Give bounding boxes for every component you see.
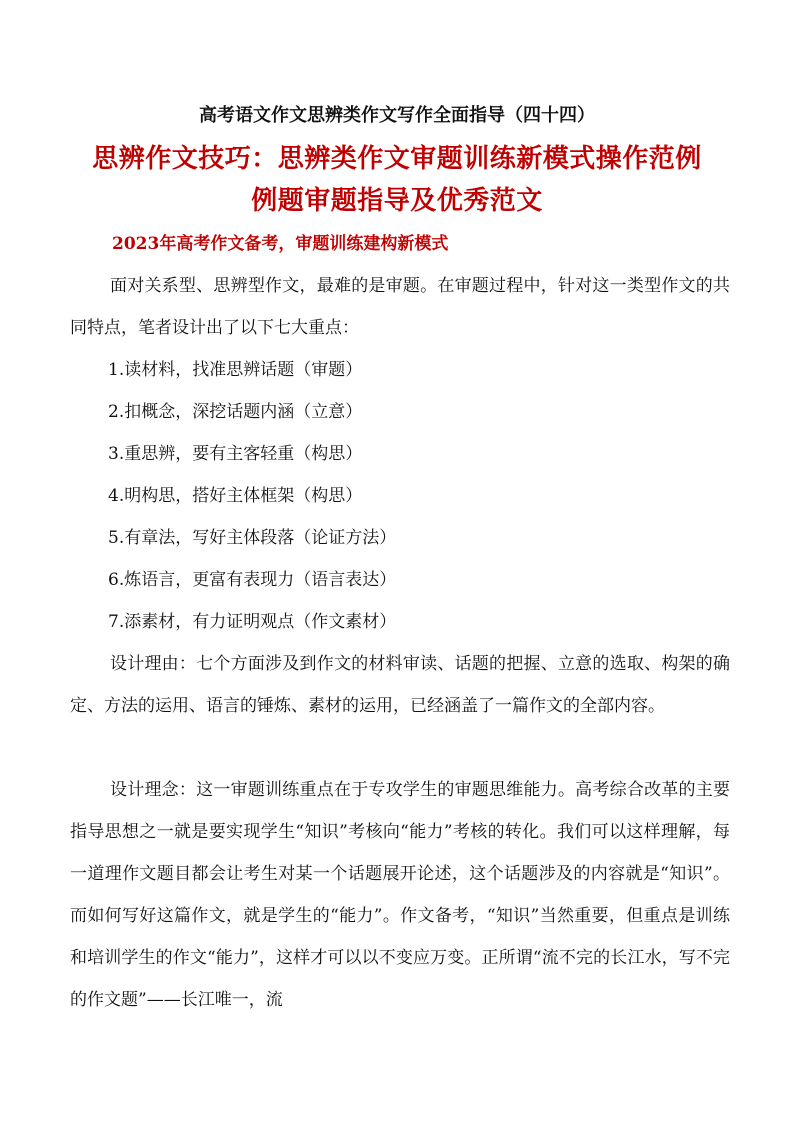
design-concept-paragraph: 设计理念：这一审题训练重点在于专攻学生的审题思维能力。高考综合改革的主要指导思想之一就是要实现学生“知识”考核向“能力”考核的转化。我们可以这样理解，每一道理作文题目都会让考生对某一个话题展开论述，这个话题涉及的内容就是“知识”。而如何写好这篇作文，就是学生的“能力”。作文备考，“知识”当然重要，但重点是训练和培训学生的作文“能力”，这样才可以以不变应万变。正所谓“流不完的长江水，写不完的作文题”——长江唯一，流 <box>70 780 730 1010</box>
document-title-line-2: 例题审题指导及优秀范文 <box>251 186 543 216</box>
list-item: 4.明构思，搭好主体框架（构思） <box>108 486 363 506</box>
document-subtitle: 高考语文作文思辨类作文写作全面指导（四十四） <box>199 105 595 126</box>
list-item: 2.扣概念，深挖话题内涵（立意） <box>108 402 363 422</box>
list-item: 6.炼语言，更富有表现力（语言表达） <box>108 570 397 590</box>
list-item: 7.添素材，有力证明观点（作文素材） <box>108 612 397 632</box>
document-title-line-1: 思辨作文技巧：思辨类作文审题训练新模式操作范例 <box>92 144 702 174</box>
list-item: 5.有章法，写好主体段落（论证方法） <box>108 528 397 548</box>
list-item: 3.重思辨，要有主客轻重（构思） <box>108 444 363 464</box>
section-heading: 2023年高考作文备考，审题训练建构新模式 <box>112 234 449 254</box>
intro-paragraph: 面对关系型、思辨型作文，最难的是审题。在审题过程中，针对这一类型作文的共同特点，笔者设计出了以下七大重点： <box>70 276 730 338</box>
design-reason-paragraph: 设计理由：七个方面涉及到作文的材料审读、话题的把握、立意的选取、构架的确定、方法的运用、语言的锤炼、素材的运用，已经涵盖了一篇作文的全部内容。 <box>70 654 730 716</box>
list-item: 1.读材料，找准思辨话题（审题） <box>108 360 363 380</box>
key-points-list <box>108 349 396 643</box>
